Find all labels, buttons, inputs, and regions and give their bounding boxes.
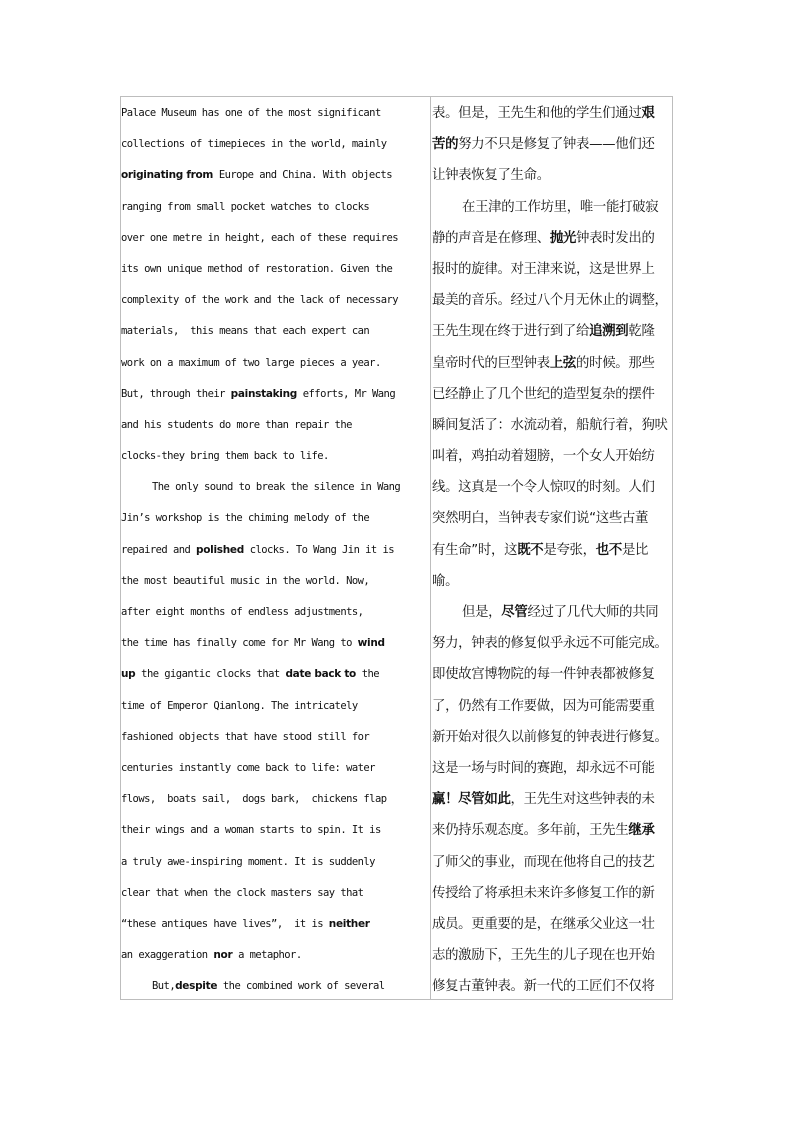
- text-run: 修复古董钟表。新一代的工匠们不仅将: [432, 979, 655, 995]
- text-run: “these antiques have lives”, it is: [121, 917, 329, 930]
- chinese-line: [432, 566, 674, 597]
- english-line: [121, 971, 430, 1002]
- bold-phrase: polished: [196, 543, 244, 556]
- english-column: [121, 98, 430, 1002]
- text-run: materials, this means that each expert can: [121, 325, 370, 338]
- english-line: [121, 815, 430, 846]
- chinese-line: [432, 815, 674, 846]
- bold-phrase: 上弦: [549, 355, 577, 371]
- text-run: 是夸张，: [543, 542, 596, 558]
- text-run: collections of timepieces in the world, mainly: [121, 138, 387, 151]
- chinese-line: [432, 472, 674, 503]
- bold-phrase: painstaking: [230, 387, 297, 400]
- chinese-line: [432, 691, 674, 722]
- text-run: 瞬间复活了：水流动着，船航行着，狗吠: [432, 417, 668, 433]
- text-run: their wings and a woman starts to spin. It is: [121, 824, 381, 837]
- english-line: [121, 348, 430, 379]
- text-run: over one metre in height, each of these requires: [121, 231, 399, 244]
- english-line: [121, 940, 430, 971]
- text-run: 这是一场与时间的赛跑，却永远不可能: [432, 760, 655, 776]
- chinese-line: [432, 503, 674, 534]
- text-run: 了，仍然有工作要做，因为可能需要重: [432, 698, 655, 714]
- text-run: complexity of the work and the lack of necessary: [121, 294, 399, 307]
- bold-phrase: 也不: [595, 542, 622, 558]
- text-run: But, through their: [121, 387, 231, 400]
- english-line: [121, 441, 430, 472]
- english-line: [121, 909, 430, 940]
- english-line: [121, 472, 430, 503]
- chinese-line: [432, 160, 674, 191]
- chinese-line: [432, 628, 674, 659]
- bold-phrase: wind: [357, 637, 385, 650]
- text-run: 让钟表恢复了生命。: [432, 168, 550, 184]
- english-line: [121, 878, 430, 909]
- text-run: 了师父的事业，而现在他将自己的技艺: [432, 854, 655, 870]
- text-run: 新开始对很久以前修复的钟表进行修复。: [432, 729, 668, 745]
- chinese-line: [432, 285, 674, 316]
- chinese-line: [432, 535, 674, 566]
- chinese-line: [432, 878, 674, 909]
- text-run: efforts, Mr Wang: [296, 387, 396, 400]
- text-run: 经过了几代大师的共同: [527, 605, 659, 620]
- text-run: the most beautiful music in the world. Now,: [121, 574, 370, 587]
- bold-phrase: 赢！尽管如此: [432, 792, 511, 808]
- text-run: Jin’s workshop is the chiming melody of the: [121, 512, 370, 525]
- text-run: time of Emperor Qianlong. The intricately: [121, 699, 358, 712]
- text-run: repaired and: [121, 543, 197, 556]
- chinese-line: [432, 192, 674, 223]
- english-line: [121, 503, 430, 534]
- text-run: 乾隆: [628, 324, 655, 340]
- chinese-line: [432, 909, 674, 940]
- english-line: [121, 691, 430, 722]
- text-run: 即使故宫博物院的每一件钟表都被修复: [432, 667, 655, 683]
- text-run: 的时候。那些: [576, 355, 655, 371]
- text-run: ranging from small pocket watches to clocks: [121, 200, 370, 213]
- column-divider: [430, 96, 431, 1000]
- text-run: 志的激励下，王先生的儿子现在也开始: [432, 948, 655, 964]
- english-line: [121, 160, 430, 191]
- text-run: 叫着，鸡拍动着翅膀，一个女人开始纺: [432, 449, 655, 465]
- english-line: [121, 784, 430, 815]
- text-run: the: [355, 668, 380, 681]
- text-run: 线。这真是一个令人惊叹的时刻。人们: [432, 480, 655, 496]
- text-run: an exaggeration: [121, 949, 214, 962]
- english-line: [121, 597, 430, 628]
- chinese-line: [432, 753, 674, 784]
- english-line: [121, 847, 430, 878]
- text-run: 努力不只是修复了钟表——他们还: [458, 137, 655, 153]
- english-line: [121, 316, 430, 347]
- text-run: 已经静止了几个世纪的造型复杂的摆件: [432, 386, 655, 402]
- text-run: 最美的音乐。经过八个月无休止的调整，: [432, 293, 668, 309]
- chinese-line: [432, 98, 674, 129]
- bold-phrase: up: [121, 668, 136, 681]
- text-run: 是比: [621, 542, 649, 558]
- chinese-line: [432, 348, 674, 379]
- text-run: centuries instantly come back to life: water: [121, 761, 375, 774]
- bold-phrase: 尽管: [501, 605, 528, 620]
- english-line: [121, 566, 430, 597]
- chinese-line: [432, 659, 674, 690]
- english-line: [121, 285, 430, 316]
- text-run: 有生命”时，这: [432, 542, 518, 558]
- english-line: [121, 722, 430, 753]
- chinese-line: [432, 597, 674, 628]
- bold-phrase: 继承: [628, 823, 655, 839]
- text-run: work on a maximum of two large pieces a year.: [121, 356, 381, 369]
- text-run: Palace Museum has one of the most significant: [121, 107, 381, 119]
- text-run: 但是，: [462, 605, 502, 620]
- english-line: [121, 410, 430, 441]
- chinese-line: [432, 129, 674, 160]
- text-run: clocks. To Wang Jin it is: [243, 543, 394, 556]
- english-line: [121, 535, 430, 566]
- text-run: Europe and China. With objects: [213, 169, 392, 182]
- text-run: the combined work of several: [217, 980, 385, 993]
- english-line: [121, 192, 430, 223]
- text-run: a metaphor.: [232, 949, 302, 962]
- chinese-line: [432, 784, 674, 815]
- text-run: the time has finally come for Mr Wang to: [121, 637, 358, 650]
- text-run: 王先生现在终于进行到了给: [432, 324, 590, 340]
- text-run: a truly awe-inspiring moment. It is suddenly: [121, 855, 375, 868]
- text-run: 努力，钟表的修复似乎永远不可能完成。: [432, 636, 668, 652]
- bold-phrase: 艰: [641, 106, 655, 121]
- text-run: its own unique method of restoration. Given the: [121, 262, 393, 275]
- chinese-line: [432, 316, 674, 347]
- text-run: 在王津的工作坊里，唯一能打破寂: [462, 199, 659, 215]
- text-run: clocks-they bring them back to life.: [121, 450, 329, 463]
- chinese-line: [432, 971, 674, 1002]
- text-run: 皇帝时代的巨型钟表: [432, 355, 550, 371]
- text-run: The only sound to break the silence in Wang: [152, 481, 401, 494]
- bold-phrase: date back to: [285, 668, 356, 681]
- bold-phrase: neither: [328, 917, 370, 930]
- chinese-line: [432, 847, 674, 878]
- english-line: [121, 254, 430, 285]
- chinese-line: [432, 722, 674, 753]
- text-run: 喻。: [432, 573, 459, 589]
- text-run: 来仍持乐观态度。多年前，王先生: [432, 823, 629, 839]
- bold-phrase: 既不: [517, 542, 544, 558]
- english-line: [121, 628, 430, 659]
- english-line: [121, 753, 430, 784]
- bold-phrase: nor: [213, 949, 233, 962]
- chinese-line: [432, 940, 674, 971]
- bold-phrase: 苦的: [432, 137, 459, 153]
- text-run: ，王先生对这些钟表的未: [510, 792, 655, 808]
- chinese-line: [432, 379, 674, 410]
- text-run: 静的声音是在修理、: [432, 230, 550, 246]
- text-run: 报时的旋律。对王津来说，这是世界上: [432, 261, 655, 277]
- english-line: [121, 379, 430, 410]
- chinese-column: [432, 98, 674, 1002]
- chinese-line: [432, 254, 674, 285]
- text-run: 表。但是，王先生和他的学生们通过: [432, 106, 642, 121]
- text-run: 钟表时发出的: [576, 230, 655, 246]
- text-run: fashioned objects that have stood still for: [121, 730, 370, 743]
- english-line: [121, 223, 430, 254]
- bold-phrase: 抛光: [549, 230, 577, 246]
- chinese-line: [432, 441, 674, 472]
- text-run: after eight months of endless adjustments,: [121, 606, 364, 618]
- english-line: [121, 98, 430, 129]
- text-run: the gigantic clocks that: [135, 668, 286, 681]
- chinese-line: [432, 223, 674, 254]
- text-run: clear that when the clock masters say that: [121, 886, 364, 899]
- bold-phrase: 追溯到: [589, 324, 629, 340]
- bold-phrase: despite: [175, 980, 218, 993]
- text-run: and his students do more than repair the: [121, 418, 352, 431]
- english-line: [121, 659, 430, 690]
- english-line: [121, 129, 430, 160]
- chinese-line: [432, 410, 674, 441]
- text-run: But,: [152, 980, 176, 993]
- text-run: 成员。更重要的是，在继承父业这一壮: [432, 916, 655, 932]
- text-run: flows, boats sail, dogs bark, chickens flap: [121, 793, 387, 806]
- text-run: 突然明白，当钟表专家们说“这些古董: [432, 511, 649, 527]
- bold-phrase: originating from: [121, 169, 214, 182]
- text-run: 传授给了将承担未来许多修复工作的新: [432, 885, 655, 901]
